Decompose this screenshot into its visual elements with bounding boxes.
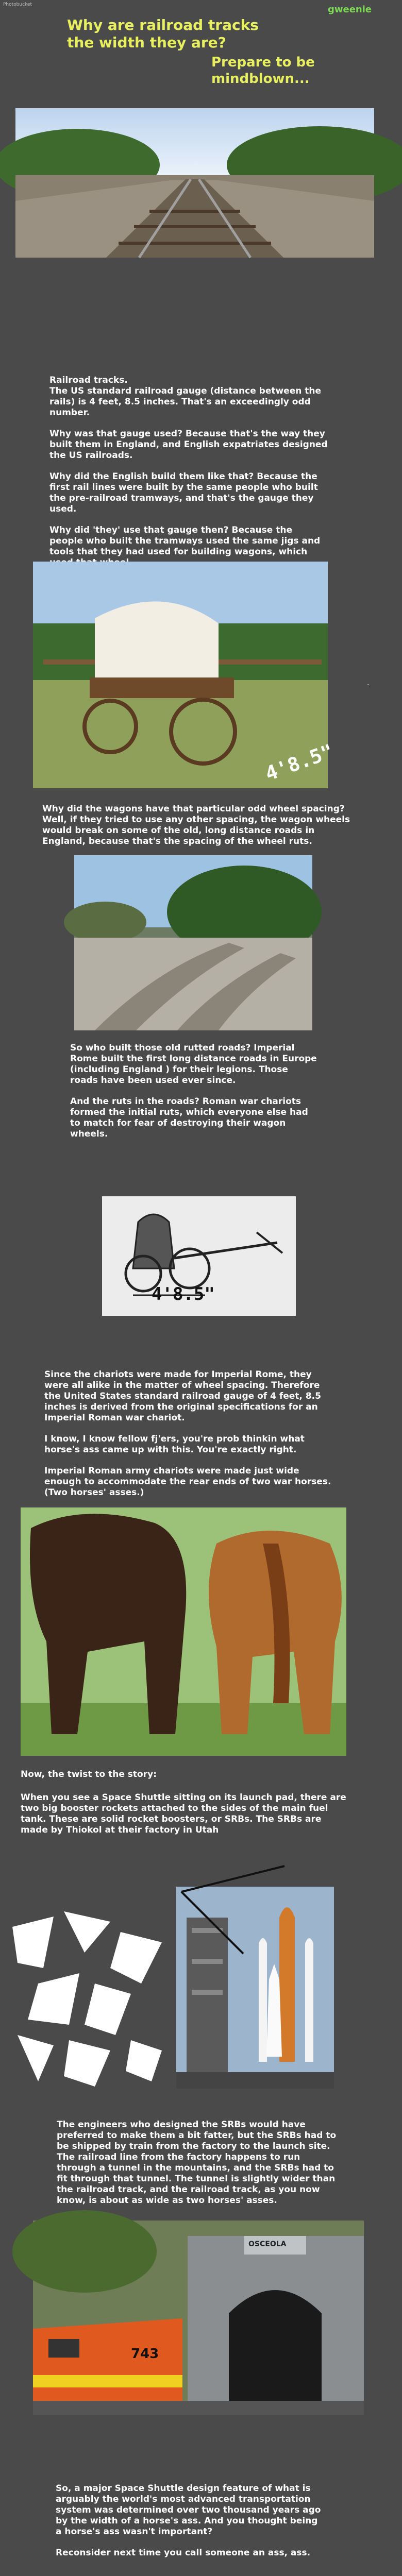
s4-p3: Imperial Roman army chariots were made just wide enough to accommodate the rear ends of two war horses. (Two horses' asses.)	[44, 1466, 331, 1498]
tunnel-sign: OSCEOLA	[248, 2240, 287, 2248]
s1-p1: Railroad tracks. The US standard railroad gauge (distance between the rails) is 4 feet, 8.5 inches. That's an exceedingly odd number.	[49, 375, 322, 418]
wagon-gauge-label: 4'8.5"	[262, 739, 337, 786]
rutted-road-photo	[74, 855, 312, 1030]
s7-p2: Reconsider next time you call someone an ass, ass.	[56, 2548, 311, 2558]
covered-wagon-photo	[33, 562, 337, 788]
photobucket-label: Photobucket	[3, 2, 32, 7]
username-tag[interactable]: gweenie	[328, 4, 372, 15]
s3-p1: So who built those old rutted roads? Imperial Rome built the first long distance roads in Europe (including England ) for their legions. Those roads have been used ever since.	[70, 1043, 317, 1086]
s6-p1: The engineers who designed the SRBs would have preferred to make them a bit fatter, but the SRBs had to be shipped by train from the factory to the launch site. The railroad line from the factory happens to run through a tunnel in the mountains, and the SRBs had to fit through that tunnel. The tunnel is slightly wider than the railroad track, and the railroad track, as you now know, is about as wide as two horses' asses.	[57, 2120, 337, 2206]
s5-p1: Now, the twist to the story:	[21, 1769, 157, 1780]
page-title: Why are railroad tracks the width they are?	[67, 16, 259, 51]
s5-p2: When you see a Space Shuttle sitting on its launch pad, there are two big booster rockets attached to the sides of the main fuel tank. These are solid rocket boosters, or SRBs. The SRBs are made by Thiokol at their factory in Utah	[21, 1792, 346, 1835]
train-tunnel-photo	[33, 2221, 364, 2415]
chariot-gauge-label: 4'8.5"	[152, 1284, 215, 1304]
stray-dot: .	[367, 679, 370, 687]
roman-chariot-illustration	[102, 1196, 296, 1316]
section-1-text	[49, 375, 328, 579]
s1-p3: Why did the English build them like that? Because the first rail lines were built by the same people who built the pre-railroad tramways, and that's the gauge they used.	[49, 471, 318, 514]
page-subtitle: Prepare to be mindblown...	[211, 55, 315, 87]
section-2-text	[42, 804, 351, 857]
section-5-text	[21, 1769, 350, 1846]
space-shuttle-photo	[176, 1887, 334, 2089]
s2-p1: Why did the wagons have that particular odd wheel spacing? Well, if they tried to use any other spacing, the wagon wheels would break on some of the old, long distance roads in England, because that's the spacing of the wheel ruts.	[42, 804, 350, 846]
section-7-text	[56, 2483, 324, 2569]
section-3-text	[70, 1043, 317, 1150]
section-4-text	[44, 1369, 333, 1509]
shattered-graphic	[7, 1906, 170, 2089]
s4-p1: Since the chariots were made for Imperial Rome, they were all alike in the matter of wheel spacing. Therefore the United States standard railroad gauge of 4 feet, 8.5 inches is derived from the original specifications for an Imperial Roman war chariot.	[44, 1369, 321, 1423]
horses-photo	[21, 1507, 346, 1756]
s1-p2: Why was that gauge used? Because that's the way they built them in England, and English expatriates designed the US railroads.	[49, 429, 328, 461]
s1-p4: Why did 'they' use that gauge then? Because the people who built the tramways used the same jigs and tools that they had used for building wagons, which	[49, 525, 321, 557]
railroad-tracks-photo	[15, 108, 374, 258]
s7-p1: So, a major Space Shuttle design feature of what is arguably the world's most advanced transportation system was determined over two thousand years ago by the width of a horse's ass. And you thought being a horse's ass wasn't important?	[56, 2483, 321, 2537]
s4-p2: I know, I know fellow fj'ers, you're prob thinkin what horse's ass came up with this. You're exactly right.	[44, 1434, 305, 1455]
section-6-text	[57, 2120, 339, 2216]
s3-p2: And the ruts in the roads? Roman war chariots formed the initial ruts, which everyone else had to match for fear of destroying their wagon wheels.	[70, 1096, 308, 1139]
train-number: 743	[131, 2346, 159, 2362]
